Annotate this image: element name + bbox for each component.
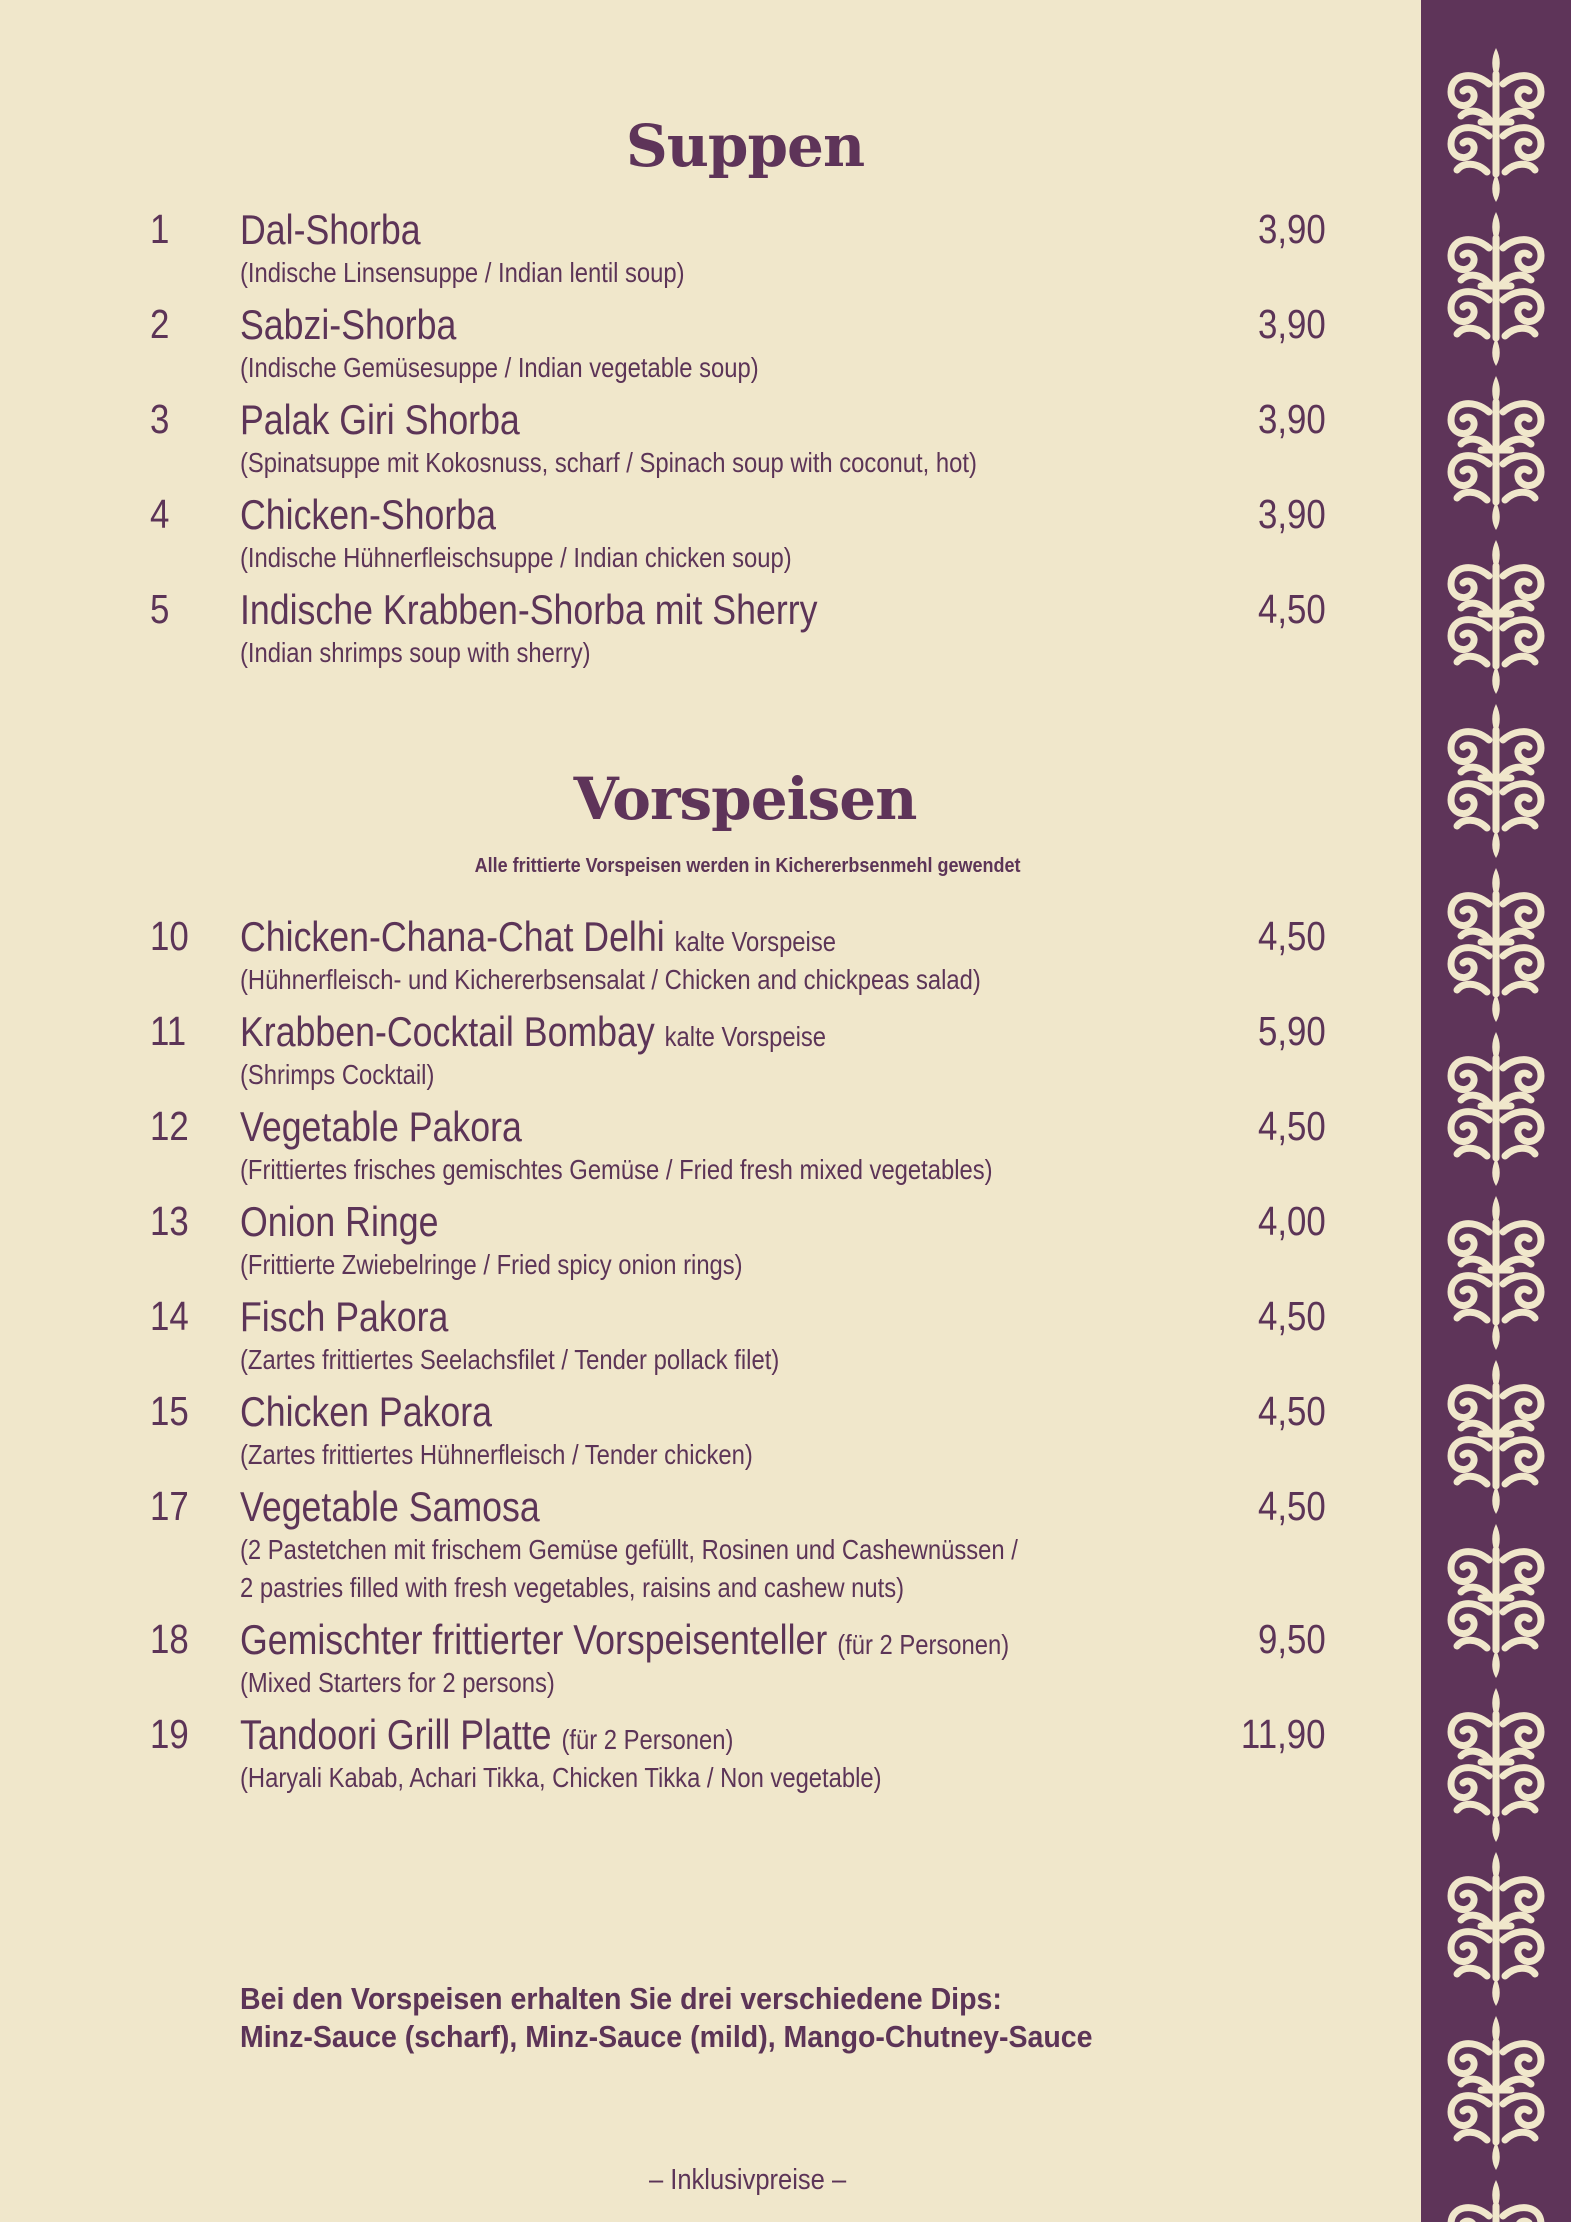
item-description-line: 2 pastries filled with fresh vegetables, raisins and cashew nuts) — [240, 1572, 905, 1603]
item-price: 5,90 — [1258, 1008, 1326, 1054]
fleur-scroll-ornament-icon — [1451, 1524, 1541, 1678]
item-description — [240, 1436, 753, 1474]
item-name-line — [240, 1103, 522, 1151]
fleur-scroll-ornament-icon — [1451, 1360, 1541, 1514]
item-description — [240, 1151, 993, 1189]
item-description-line: (Zartes frittiertes Seelachsfilet / Tender pollack filet) — [240, 1344, 780, 1375]
item-description — [240, 634, 591, 672]
item-description-line: (Shrimps Cocktail) — [240, 1059, 435, 1090]
item-name-line — [240, 1198, 438, 1246]
item-price: 4,50 — [1258, 1293, 1326, 1339]
item-number: 14 — [150, 1293, 189, 1339]
item-description-line: (Spinatsuppe mit Kokosnuss, scharf / Spinach soup with coconut, hot) — [240, 447, 977, 478]
item-name: Fisch Pakora — [240, 1293, 449, 1340]
item-name: Vegetable Samosa — [240, 1483, 540, 1530]
item-name-line — [240, 1388, 492, 1436]
item-description-line: (Indische Linsensuppe / Indian lentil soup) — [240, 257, 685, 288]
item-number: 11 — [150, 1008, 187, 1054]
item-price: 4,50 — [1258, 1388, 1326, 1434]
item-name-suffix: (für 2 Personen) — [561, 1724, 734, 1755]
item-number: 15 — [150, 1388, 189, 1434]
item-name-suffix: kalte Vorspeise — [664, 1021, 827, 1052]
item-name-line — [240, 586, 817, 634]
item-name: Tandoori Grill Platte — [240, 1711, 552, 1758]
ornament-border-band — [1421, 0, 1571, 2222]
item-description-line: (Indische Gemüsesuppe / Indian vegetable soup) — [240, 352, 759, 383]
section-title-vorspeisen: Vorspeisen — [573, 765, 917, 833]
item-number: 18 — [150, 1616, 189, 1662]
item-name: Chicken-Shorba — [240, 491, 496, 538]
item-description — [240, 1531, 1018, 1607]
fleur-scroll-ornament-icon — [1451, 376, 1541, 530]
item-number: 5 — [150, 586, 170, 632]
item-description — [240, 1664, 555, 1702]
item-name: Krabben-Cocktail Bombay — [240, 1008, 655, 1055]
item-price: 4,50 — [1258, 1103, 1326, 1149]
item-price: 4,50 — [1258, 1483, 1326, 1529]
item-price: 4,50 — [1258, 586, 1326, 632]
item-description-line: (Frittierte Zwiebelringe / Fried spicy onion rings) — [240, 1249, 743, 1280]
item-description-line: (Indische Hühnerfleischsuppe / Indian chicken soup) — [240, 542, 792, 573]
fleur-scroll-ornament-icon — [1451, 1196, 1541, 1350]
item-name-line — [240, 1293, 448, 1341]
item-name: Chicken-Chana-Chat Delhi — [240, 913, 665, 960]
item-price: 3,90 — [1258, 206, 1326, 252]
item-name: Gemischter frittierter Vorspeisenteller — [240, 1616, 828, 1663]
item-name-line — [240, 1008, 826, 1056]
item-name-suffix: kalte Vorspeise — [674, 926, 836, 957]
item-description — [240, 444, 977, 482]
item-number: 19 — [150, 1711, 189, 1757]
item-price: 3,90 — [1258, 491, 1326, 537]
fleur-scroll-ornament-icon — [1451, 1852, 1541, 2006]
item-price: 4,00 — [1258, 1198, 1326, 1244]
dips-info — [240, 1980, 1326, 2056]
fleur-scroll-ornament-icon — [1451, 1688, 1541, 1842]
vorspeisen-note: Alle frittierte Vorspeisen werden in Kichererbsenmehl gewendet — [474, 855, 1021, 877]
item-price: 3,90 — [1258, 301, 1326, 347]
item-number: 12 — [150, 1103, 189, 1149]
fleur-scroll-ornament-icon — [1451, 212, 1541, 366]
item-name-line — [240, 491, 496, 539]
item-name-line — [240, 913, 836, 961]
fleur-scroll-ornament-icon — [1451, 2016, 1541, 2170]
item-name: Dal-Shorba — [240, 206, 421, 253]
item-number: 4 — [150, 491, 170, 537]
item-number: 3 — [150, 396, 170, 442]
fleur-scroll-ornament-icon — [1451, 704, 1541, 858]
fleur-scroll-ornament-icon — [1451, 540, 1541, 694]
item-name-suffix: (für 2 Personen) — [837, 1629, 1010, 1660]
item-name-line — [240, 206, 421, 254]
item-description-line: (Indian shrimps soup with sherry) — [240, 637, 591, 668]
dips-line-2: Minz-Sauce (scharf), Minz-Sauce (mild), Mango-Chutney-Sauce — [240, 2019, 1093, 2054]
price-footer: – Inklusivpreise – — [648, 2164, 847, 2196]
fleur-scroll-ornament-icon — [1451, 1032, 1541, 1186]
item-description — [240, 1341, 779, 1379]
item-description-line: (Mixed Starters for 2 persons) — [240, 1667, 555, 1698]
dips-line-1: Bei den Vorspeisen erhalten Sie drei verschiedene Dips: — [240, 1981, 1002, 2016]
item-name: Vegetable Pakora — [240, 1103, 522, 1150]
item-description-line: (Frittiertes frisches gemischtes Gemüse / Fried fresh mixed vegetables) — [240, 1154, 993, 1185]
item-description — [240, 1759, 882, 1797]
item-number: 2 — [150, 301, 170, 347]
item-name: Onion Ringe — [240, 1198, 439, 1245]
fleur-scroll-ornament-icon — [1451, 48, 1541, 202]
item-name: Chicken Pakora — [240, 1388, 493, 1435]
section-title-suppen: Suppen — [625, 112, 865, 180]
item-name-line — [240, 1711, 733, 1759]
fleur-scroll-ornament-icon — [1451, 2180, 1541, 2222]
item-name-line — [240, 301, 456, 349]
ornament-pattern — [1421, 0, 1571, 2222]
item-price: 3,90 — [1258, 396, 1326, 442]
item-name: Indische Krabben-Shorba mit Sherry — [240, 586, 818, 633]
fleur-scroll-ornament-icon — [1451, 868, 1541, 1022]
item-price: 4,50 — [1258, 913, 1326, 959]
item-name-line — [240, 1483, 540, 1531]
item-price: 11,90 — [1241, 1711, 1326, 1757]
item-description — [240, 254, 685, 292]
item-description-line: (Zartes frittiertes Hühnerfleisch / Tender chicken) — [240, 1439, 753, 1470]
item-price: 9,50 — [1258, 1616, 1326, 1662]
item-name: Palak Giri Shorba — [240, 396, 520, 443]
item-description-line: (Haryali Kabab, Achari Tikka, Chicken Tikka / Non vegetable) — [240, 1762, 882, 1793]
item-name-line — [240, 396, 520, 444]
item-name: Sabzi-Shorba — [240, 301, 457, 348]
item-description — [240, 1246, 743, 1284]
item-number: 1 — [150, 206, 170, 252]
item-number: 10 — [150, 913, 189, 959]
item-description — [240, 961, 981, 999]
item-description-line: (2 Pastetchen mit frischem Gemüse gefüllt, Rosinen und Cashewnüssen / — [240, 1534, 1018, 1565]
item-description — [240, 349, 759, 387]
item-description — [240, 539, 792, 577]
item-description — [240, 1056, 434, 1094]
item-number: 13 — [150, 1198, 189, 1244]
item-description-line: (Hühnerfleisch- und Kichererbsensalat / Chicken and chickpeas salad) — [240, 964, 981, 995]
item-number: 17 — [150, 1483, 189, 1529]
item-name-line — [240, 1616, 1009, 1664]
